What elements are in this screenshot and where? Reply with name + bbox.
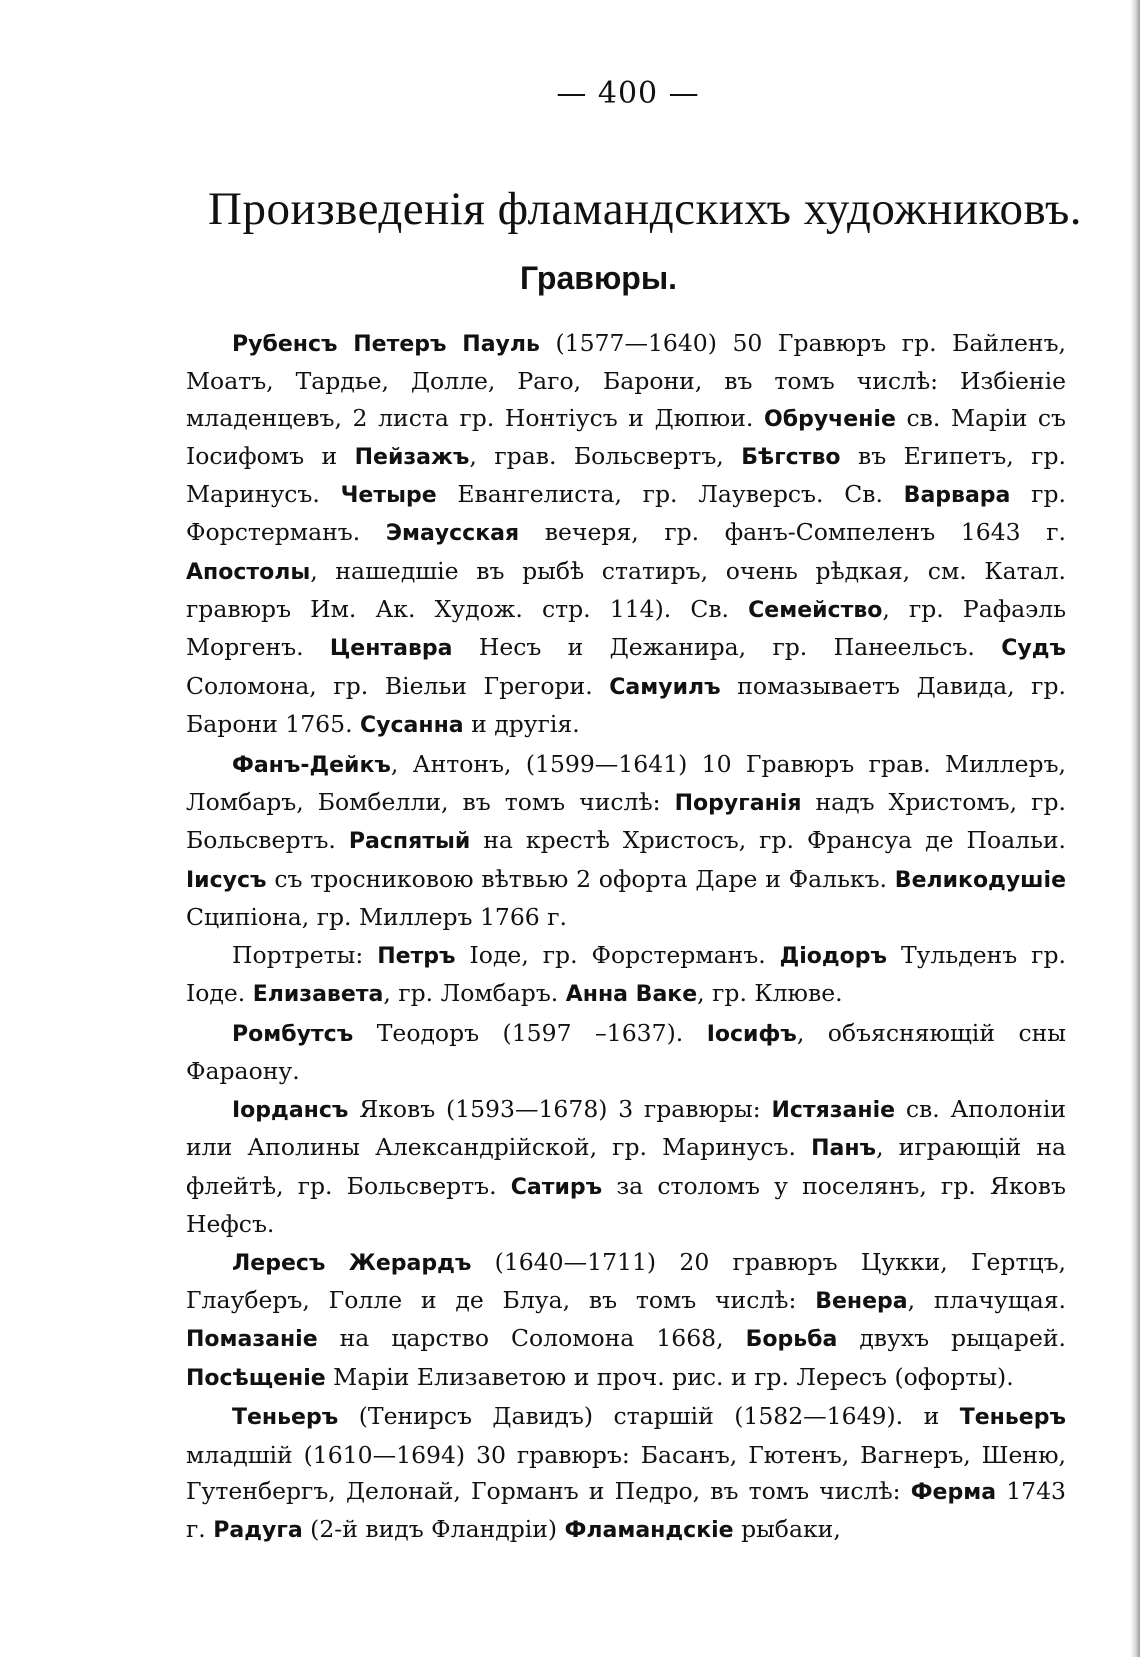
text-run: гр. Форстерманъ. <box>186 480 1066 547</box>
section-heading: Гравюры. <box>520 260 678 296</box>
bold-term: Сатиръ <box>510 1174 603 1200</box>
bold-term: Великодушіе <box>894 867 1066 893</box>
page-number: — 400 — <box>556 76 700 111</box>
bold-term: Петръ <box>377 943 456 969</box>
bold-term: Радуга <box>213 1518 303 1544</box>
bold-term: Іосифъ <box>706 1021 797 1047</box>
bold-term: Фламандскіе <box>564 1518 734 1544</box>
bold-term: Поруганія <box>674 791 802 817</box>
text-run: , объясняющій сны Фараону. <box>186 1018 1066 1086</box>
bold-term: Іисусъ <box>186 867 267 893</box>
paragraph-lairesse <box>186 1244 1066 1397</box>
text-run: Евангелиста, гр. Лауверсъ. Св. <box>436 480 904 509</box>
text-run: , играющій на флейтѣ, гр. Больсвертъ. <box>186 1133 1066 1200</box>
bold-term: Теньеръ <box>959 1405 1066 1431</box>
bold-term: Варвара <box>903 483 1011 509</box>
paragraph-portraits <box>186 937 1066 1014</box>
bold-term: Елизавета <box>252 982 384 1008</box>
bold-term: Апостолы <box>186 559 311 585</box>
text-run: съ тросниковою вѣтвью 2 офорта Даре и Фалькъ. <box>266 864 895 893</box>
paragraph-jordaens <box>186 1091 1066 1242</box>
bold-term: Истязаніе <box>771 1097 896 1123</box>
bold-term: Самуилъ <box>609 674 721 700</box>
text-run: св. Аполоніи или Аполины Александрійской, гр. Маринусъ. <box>186 1094 1067 1162</box>
bold-term: Теньеръ <box>232 1405 339 1431</box>
text-run: Сципіона, гр. Миллеръ 1766 г. <box>186 902 568 931</box>
bold-term: Судъ <box>1001 636 1066 662</box>
bold-term: Семейство <box>748 598 883 624</box>
bold-term: Посѣщеніе <box>186 1365 326 1391</box>
text-run: , Антонъ, (1599—1641) 10 Гравюръ грав. Миллеръ, Ломбаръ, Бомбелли, въ томъ числѣ: <box>186 749 1066 817</box>
text-run: , гр. Клюве. <box>697 979 843 1008</box>
bold-term: Діодоръ <box>779 943 888 969</box>
text-run: Теодоръ (1597 –1637). <box>353 1018 707 1047</box>
bold-term: Венера <box>815 1288 908 1314</box>
text-run: , гр. Рафаэль Моргенъ. <box>186 595 1066 662</box>
text-run: младшій (1610—1694) 30 гравюръ: Басанъ, Гютенъ, Вагнеръ, Шеню, Гутенбергъ, Делонай, Горманъ и Педро, въ томъ числѣ: <box>186 1440 1066 1505</box>
text-run: , плачущая. <box>907 1285 1066 1314</box>
catalog-body <box>186 325 1066 1551</box>
text-run: Іоде, гр. Форстерманъ. <box>455 940 780 969</box>
bold-term: Панъ <box>811 1136 877 1162</box>
bold-term: Лересъ Жерардъ <box>232 1250 472 1276</box>
bold-term: Борьба <box>745 1327 838 1353</box>
bold-term: Четыре <box>340 483 437 509</box>
text-run: за столомъ у поселянъ, гр. Яковъ Нефсъ. <box>186 1171 1066 1238</box>
text-run: вечеря, гр. фанъ-Сомпеленъ 1643 г. <box>519 518 1067 547</box>
bold-term: Пейзажъ <box>354 444 470 470</box>
text-run: (2-й видъ Фландріи) <box>302 1515 565 1544</box>
text-run: Маріи Елизаветою и проч. рис. и гр. Лересъ (офорты). <box>325 1362 1014 1391</box>
bold-term: Фанъ-Дейкъ <box>232 752 391 778</box>
bold-term: Ромбутсъ <box>232 1021 354 1047</box>
bold-term: Центавра <box>329 636 453 662</box>
text-run: , нашедшіе въ рыбѣ статиръ, очень рѣдкая, см. Катал. гравюръ Им. Ак. Худож. стр. 114). Св. <box>186 556 1066 624</box>
paragraph-teniers <box>186 1398 1066 1549</box>
text-run: Портреты: <box>232 940 378 969</box>
bold-term: Рубенсъ Петеръ Пауль <box>232 332 540 357</box>
text-run: рыбаки, <box>733 1515 841 1544</box>
bold-term: Анна Ваке <box>565 982 698 1008</box>
bold-term: Ферма <box>910 1479 997 1505</box>
bold-term: Помазаніе <box>186 1327 318 1353</box>
paragraph-rombouts <box>186 1015 1066 1090</box>
text-run: 1743 г. <box>186 1476 1067 1544</box>
paragraph-van-dyck <box>186 746 1066 935</box>
bold-term: Бѣгство <box>741 444 841 470</box>
bold-term: Іордансъ <box>232 1097 349 1123</box>
text-run: въ Египетъ, гр. Маринусъ. <box>186 441 1067 509</box>
text-run: помазываетъ Давида, гр. Барони 1765. <box>186 671 1066 738</box>
text-run: на крестѣ Христосъ, гр. Франсуа де Поальи. <box>470 826 1067 855</box>
text-run: на царство Соломона 1668, <box>317 1324 746 1353</box>
scan-page-edge <box>1130 0 1140 1657</box>
bold-term: Эмаусская <box>385 521 520 547</box>
text-run: , грав. Больсвертъ, <box>469 441 742 470</box>
text-run: надъ Христомъ, гр. Больсвертъ. <box>186 788 1066 855</box>
text-run: Соломона, гр. Віельи Грегори. <box>186 671 610 700</box>
text-run: св. Маріи съ Іосифомъ и <box>186 403 1066 470</box>
text-run: (Тенирсъ Давидъ) старшій (1582—1649). и <box>338 1402 960 1431</box>
bold-term: Сусанна <box>360 712 464 738</box>
bold-term: Обрученіе <box>764 406 896 432</box>
text-run: двухъ рыцарей. <box>837 1324 1067 1353</box>
bold-term: Распятый <box>348 829 471 855</box>
paragraph-rubens <box>186 325 1066 744</box>
text-run: Яковъ (1593—1678) 3 гравюры: <box>348 1094 772 1123</box>
text-run: Несъ и Дежанира, гр. Панеельсъ. <box>452 633 1002 662</box>
text-run: (1640—1711) 20 гравюръ Цукки, Гертцъ, Глауберъ, Голле и де Блуа, въ томъ числѣ: <box>186 1247 1066 1314</box>
page-title: Произведенія фламандскихъ художниковъ. <box>208 183 1083 235</box>
text-run: , гр. Ломбаръ. <box>383 979 566 1008</box>
text-run: и другія. <box>463 709 580 738</box>
text-run: (1577—1640) 50 Гравюръ гр. Байленъ, Моатъ, Тардье, Долле, Раго, Барони, въ томъ числѣ: Избіеніе младенцевъ, 2 листа гр. Нонтіусъ и Дюпюи. <box>186 329 1067 432</box>
text-run: Тульденъ гр. Іоде. <box>186 940 1066 1008</box>
